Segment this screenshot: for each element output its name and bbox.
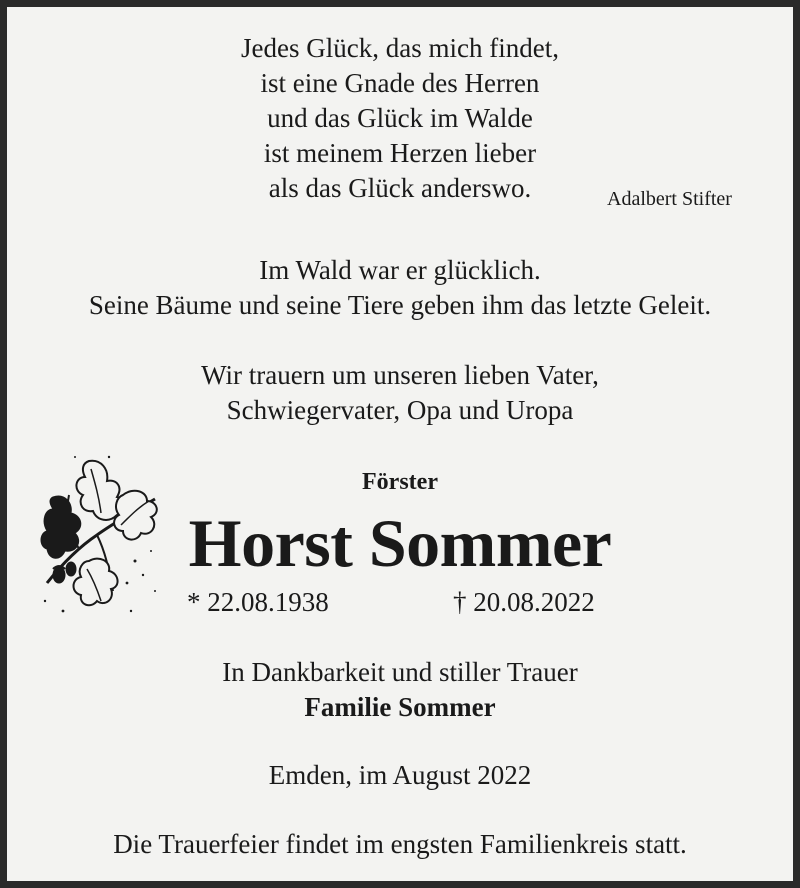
poem-author: Adalbert Stifter <box>607 188 732 210</box>
forest-line: Seine Bäume und seine Tiere geben ihm das letzte Geleit. <box>88 290 712 320</box>
mourn-line: Schwiegervater, Opa und Uropa <box>226 395 574 425</box>
grief-section <box>7 655 793 725</box>
poem-line: Jedes Glück, das mich findet, <box>241 33 559 63</box>
profession: Förster <box>362 469 438 495</box>
poem-line: ist meinem Herzen lieber <box>263 138 537 168</box>
death-date: † 20.08.2022 <box>453 587 595 617</box>
poem-line: ist eine Gnade des Herren <box>260 68 540 98</box>
forest-paragraph <box>7 253 793 323</box>
poem-line: als das Glück anderswo. <box>268 173 532 203</box>
ceremony-note: Die Trauerfeier findet im engsten Familienkreis statt. <box>113 829 687 859</box>
poem-line: und das Glück im Walde <box>267 103 533 133</box>
mourn-line: Wir trauern um unseren lieben Vater, <box>201 360 599 390</box>
grief-line: In Dankbarkeit und stiller Trauer <box>222 657 578 687</box>
place-date: Emden, im August 2022 <box>268 760 532 790</box>
poem <box>7 31 793 206</box>
forest-line: Im Wald war er glücklich. <box>259 255 541 285</box>
mourn-paragraph <box>7 358 793 428</box>
family-name: Familie Sommer <box>304 692 496 722</box>
birth-date: * 22.08.1938 <box>187 587 329 617</box>
deceased-name: Horst Sommer <box>188 505 612 581</box>
